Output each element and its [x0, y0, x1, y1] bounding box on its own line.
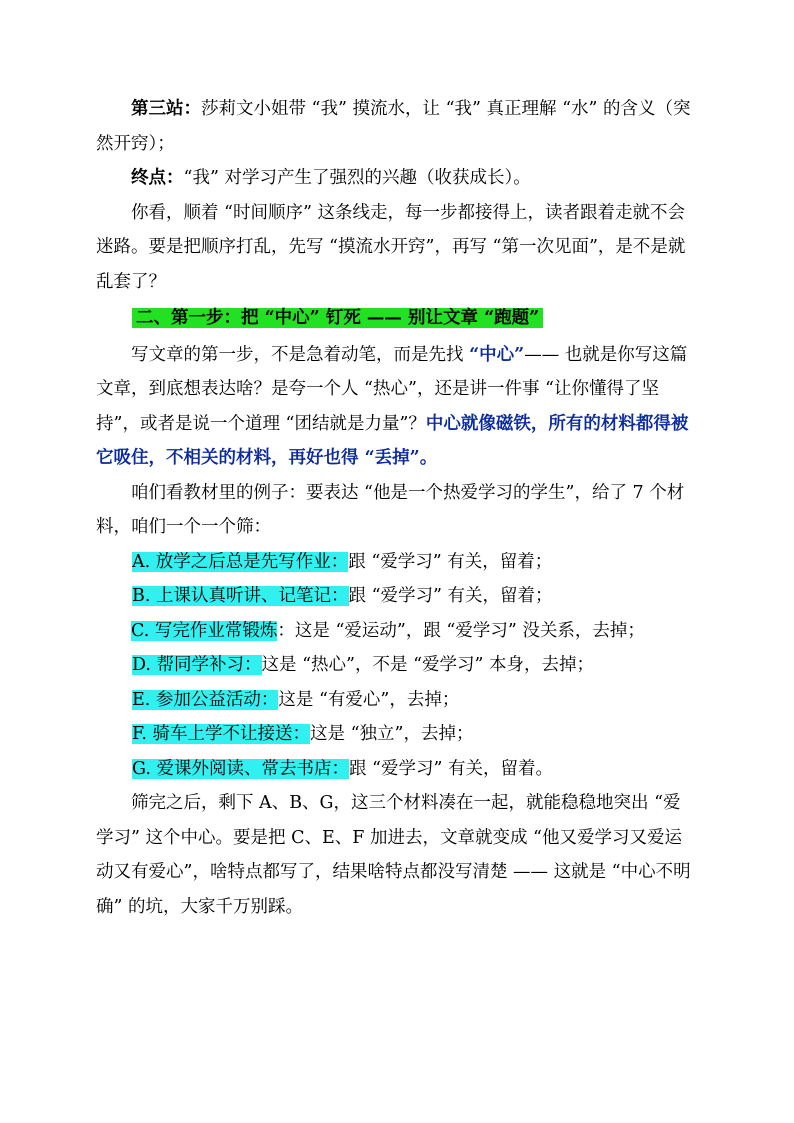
- endpoint-label: 终点：: [131, 168, 184, 188]
- center-paragraph: [96, 338, 696, 476]
- list-item-b-highlight: B. 上课认真听讲、记笔记：: [132, 586, 349, 606]
- summary-paragraph: 筛完之后，剩下 A、B、G，这三个材料凑在一起，就能稳稳地突出 “爱学习” 这个中心。要是把 C、E、F 加进去，文章就变成 “他又爱学习又爱运动又有爱心”，啥特点都写了，结果啥特点都没写清楚 —— 这就是 “中心不明确” 的坑，大家千万别踩。: [96, 793, 691, 917]
- document-body: [96, 92, 696, 924]
- station3-label: 第三站：: [131, 99, 201, 119]
- list-item-g-highlight: G. 爱课外阅读、常去书店：: [132, 758, 349, 779]
- list-item-f: [96, 717, 696, 752]
- endpoint-paragraph: [96, 161, 696, 196]
- list-item-f-text: 这是 “独立”，去掉；: [310, 724, 474, 744]
- center-emphasis: 中心就像磁铁，所有的材料都得被它吸住，不相关的材料，再好也得 “丢掉”。: [96, 413, 689, 468]
- center-keyword: “中心”: [469, 344, 525, 365]
- list-item-d-text: 这是 “热心”，不是 “爱学习” 本身，去掉；: [261, 655, 595, 675]
- section-heading: [96, 301, 696, 336]
- station3-text: 莎莉文小姐带 “我” 摸流水，让 “我” 真正理解 “水” 的含义（突然开窍）；: [96, 99, 691, 154]
- list-item-a-text: 跟 “爱学习” 有关，留着；: [348, 551, 553, 572]
- list-item-b-text: 跟 “爱学习” 有关，留着；: [348, 586, 553, 606]
- center-text-2: —— 也就是你写这篇文章，到底想表达啥？是夸一个人 “热心”，还是讲一件事 “让你懂得了坚持”，或者是说一个道理 “团结就是力量”？: [96, 344, 688, 434]
- station3-paragraph: [96, 92, 696, 161]
- list-item-b: [96, 579, 696, 614]
- list-item-a: [96, 545, 696, 580]
- center-text-1: 写文章的第一步，不是急着动笔，而是先找: [131, 344, 470, 365]
- list-item-c-highlight: C. 写完作业常锻炼: [131, 620, 278, 641]
- list-item-e-highlight: E. 参加公益活动：: [132, 689, 279, 710]
- list-item-c: [96, 614, 696, 649]
- list-item-f-highlight: F. 骑车上学不让接送：: [132, 724, 311, 744]
- list-item-a-highlight: A. 放学之后总是先写作业：: [132, 551, 349, 572]
- order-paragraph: 你看，顺着 “时间顺序” 这条线走，每一步都接得上，读者跟着走就不会迷路。要是把顺序打乱，先写 “摸流水开窍”，再写 “第一次见面”，是不是就乱套了？: [96, 202, 686, 292]
- list-item-e: [96, 683, 696, 718]
- example-paragraph: 咱们看教材里的例子：要表达 “他是一个热爱学习的学生”，给了 7 个材料，咱们一个一个筛：: [96, 482, 685, 537]
- list-item-d: [96, 648, 696, 683]
- list-item-c-text: ：这是 “爱运动”，跟 “爱学习” 没关系，去掉；: [277, 620, 645, 641]
- list-item-d-highlight: D. 帮同学补习：: [132, 655, 262, 675]
- list-item-e-text: 这是 “有爱心”，去掉；: [278, 689, 460, 710]
- section-heading-text: 二、第一步：把 “中心” 钉死 —— 别让文章 “跑题”: [132, 308, 543, 328]
- endpoint-text: “我” 对学习产生了强烈的兴趣（收获成长）。: [183, 168, 531, 188]
- list-item-g-text: 跟 “爱学习” 有关，留着。: [348, 758, 554, 779]
- list-item-g: [96, 752, 696, 787]
